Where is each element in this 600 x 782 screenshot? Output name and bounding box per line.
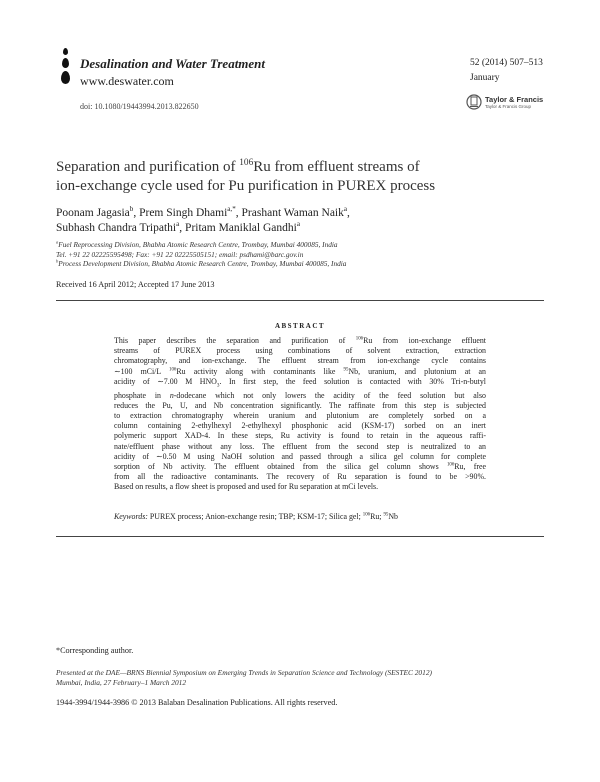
abstract-line: chromatography, and ion-exchange. The effluent stream from ion-exchange cycle contains [114, 356, 486, 366]
author: Subhash Chandra Tripathi$^a$, [56, 220, 186, 234]
divider [56, 300, 544, 301]
abstract-line: sorption of Nb activity. The effluent obtained from the silica gel column shows $^{106}$Ru, free [114, 462, 486, 472]
publisher-name: Taylor & Francis [485, 95, 544, 104]
affiliations [56, 240, 556, 269]
abstract-heading: ABSTRACT [274, 322, 326, 330]
title-isotope-mass: 106 [239, 158, 254, 168]
volume-pages: 52 (2014) 507–513 [470, 58, 543, 68]
issue-month: January [470, 73, 500, 83]
publisher-group: Taylor & Francis Group [485, 104, 532, 109]
abstract-line: column containing 2-ethylhexyl 2-ethylhexyl phosphonic acid (KSM-17) sorbed on an inert [114, 421, 486, 431]
affiliation-a-contact: Tel. +91 22 02225595498; Fax: +91 22 02225505151; email: psdhami@barc.gov.in [56, 249, 304, 259]
keywords: Keywords: PUREX process; Anion-exchange resin; TBP; KSM-17; Silica gel; $^{106}$Ru; $^{95}$Nb [114, 512, 398, 521]
article-title: Separation and purification of $^{106}$Ru from effluent streams of ion-exchange cycle used for Pu purification in PUREX process [56, 158, 436, 194]
abstract-line: ∼100 mCi/L $^{106}$Ru activity along with contaminants like $^{95}$Nb, uranium, and plutonium at an [114, 366, 486, 376]
journal-title: Desalination and Water Treatment [80, 56, 266, 71]
presentation-note: Presented at the DAE—BRNS Biennial Symposium on Emerging Trends in Separation Science and Technology (SESTEC 2012) Mumbai, India, 27 February–1 March 2012 [56, 668, 432, 687]
journal-url[interactable]: www.deswater.com [80, 74, 174, 88]
volume-info [470, 56, 543, 86]
abstract-line: phosphate in n-dodecane which not only lowers the acidity of the feed solution but also [114, 390, 486, 400]
author: Pritam Maniklal Gandhi$^a$ [185, 220, 301, 234]
abstract-line: reduces the Pu, U, and Nb concentration significantly. The raffinate from this step is subjected [114, 400, 486, 410]
abstract-line: streams of PUREX process using combinations of solvent extraction, extraction [114, 346, 486, 356]
affiliation-a: $^a$Fuel Reprocessing Division, Bhabha Atomic Research Centre, Trombay, Mumbai 400085, India [56, 239, 338, 249]
publisher-emblem-icon [466, 94, 482, 110]
abstract-line: acidity of ∼0.50 M using NaOH solution and passed through a silica gel column for complete [114, 451, 486, 461]
corresponding-author-note: *Corresponding author. [56, 646, 134, 655]
affiliation-b: $^b$Process Development Division, Bhabha Atomic Research Centre, Trombay, Mumbai 400085, India [56, 258, 347, 269]
abstract-line: This paper describes the separation and purification of $^{106}$Ru from ion-exchange effluent [114, 336, 486, 345]
keywords-label: Keywords: [114, 512, 150, 521]
abstract-line: nate/effluent phase without any loss. The effluent from the second step is neutralized to an [114, 441, 486, 451]
abstract-line: acidity of ∼7.00 M $HNO_3$. In first step, the feed solution is contacted with 30% Tri-n-butyl [114, 376, 486, 389]
abstract-line: from all the radioactive contaminants. The recovery of Ru separation is found to be >90%. [114, 472, 486, 482]
abstract-line: Based on results, a flow sheet is proposed and used for Ru separation at mCi levels. [114, 482, 379, 492]
received-dates: Received 16 April 2012; Accepted 17 June 2013 [56, 280, 215, 289]
abstract-line: to extraction chromatography wherein uranium and plutonium are completely sorbed on a [114, 411, 486, 420]
abstract-line: polymeric support XAD-4. In these steps, Ru activity is found to retain in the aqueous raffi- [114, 431, 486, 441]
author: Prem Singh Dhami$^{a,*}$, [139, 205, 242, 219]
author-list [56, 206, 556, 236]
author: Prashant Waman Naik$^a$, [241, 205, 350, 219]
abstract-body [114, 336, 486, 493]
author: Poonam Jagasia$^b$, [56, 205, 140, 219]
copyright: 1944-3994/1944-3986 © 2013 Balaban Desalination Publications. All rights reserved. [56, 698, 338, 707]
journal-logo-droplets [58, 48, 72, 87]
doi[interactable]: doi: 10.1080/19443994.2013.822650 [80, 102, 199, 111]
divider [56, 536, 544, 537]
